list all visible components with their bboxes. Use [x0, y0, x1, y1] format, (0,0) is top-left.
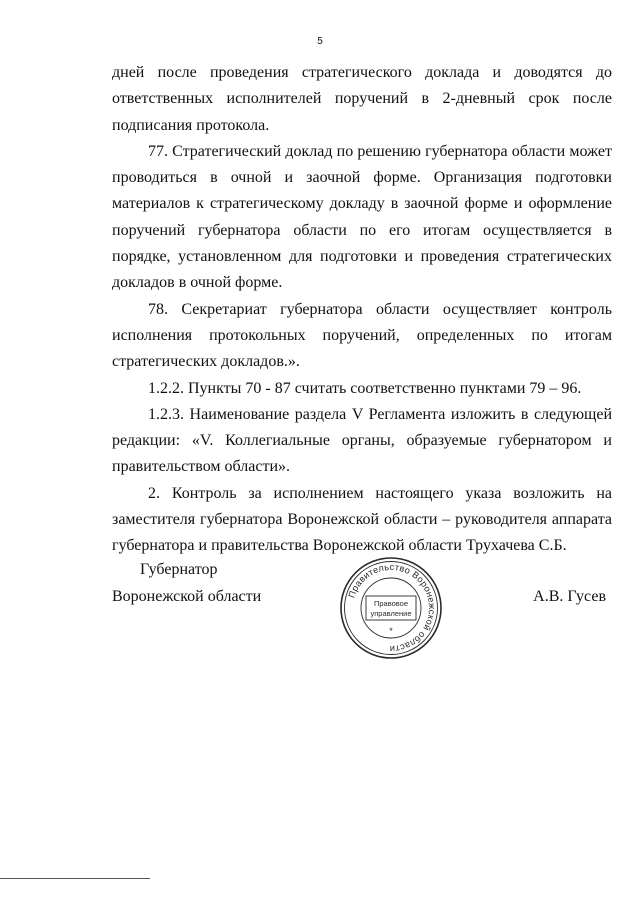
page-number: 5	[317, 36, 323, 47]
seal-ring-text: Правительство Воронежской области	[346, 561, 438, 655]
paragraph-item-78: 78. Секретариат губернатора области осуществляет контроль исполнения протокольных поручений, определенных по итогам стратегических докладов.».	[112, 300, 612, 371]
svg-text:Правительство Воронежской обла	[346, 562, 437, 654]
signature-name: А.В. Гусев	[533, 588, 606, 605]
paragraph-continuation: дней после проведения стратегического доклада и доводятся до ответственных исполнителей поручений в 2-дневный срок после подписания протокола.	[112, 64, 612, 134]
paragraph-item-77: 77. Стратегический доклад по решению губернатора области может проводиться в очной и заочной форме. Организация подготовки материалов к стратегическому докладу в заочной форме и оформление поручений губернатора области по его итогам осуществляется в порядке, установленном для подготовки и проведения стратегических докладов в очной форме.	[112, 142, 612, 292]
document-body	[112, 60, 612, 560]
seal-center-line1: Правовое	[373, 599, 409, 608]
paragraph-1-2-2: 1.2.2. Пункты 70 - 87 считать соответственно пунктами 79 – 96.	[148, 379, 582, 397]
footer-divider	[0, 878, 150, 879]
signature-region: Воронежской области	[112, 588, 262, 605]
seal-center-line2: управление	[370, 609, 412, 618]
signature-title: Губернатор	[140, 561, 218, 578]
seal-star: *	[389, 626, 393, 636]
paragraph-1-2-3: 1.2.3. Наименование раздела V Регламента изложить в следующей редакции: «V. Коллегиальные органы, образуемые губернатором и правительством области».	[112, 405, 612, 476]
paragraph-2-control: 2. Контроль за исполнением настоящего указа возложить на заместителя губернатора Воронежской области – руководителя аппарата губернатора и правительства Воронежской области Трухачева С.Б.	[112, 484, 612, 555]
official-seal-stamp	[338, 555, 444, 661]
